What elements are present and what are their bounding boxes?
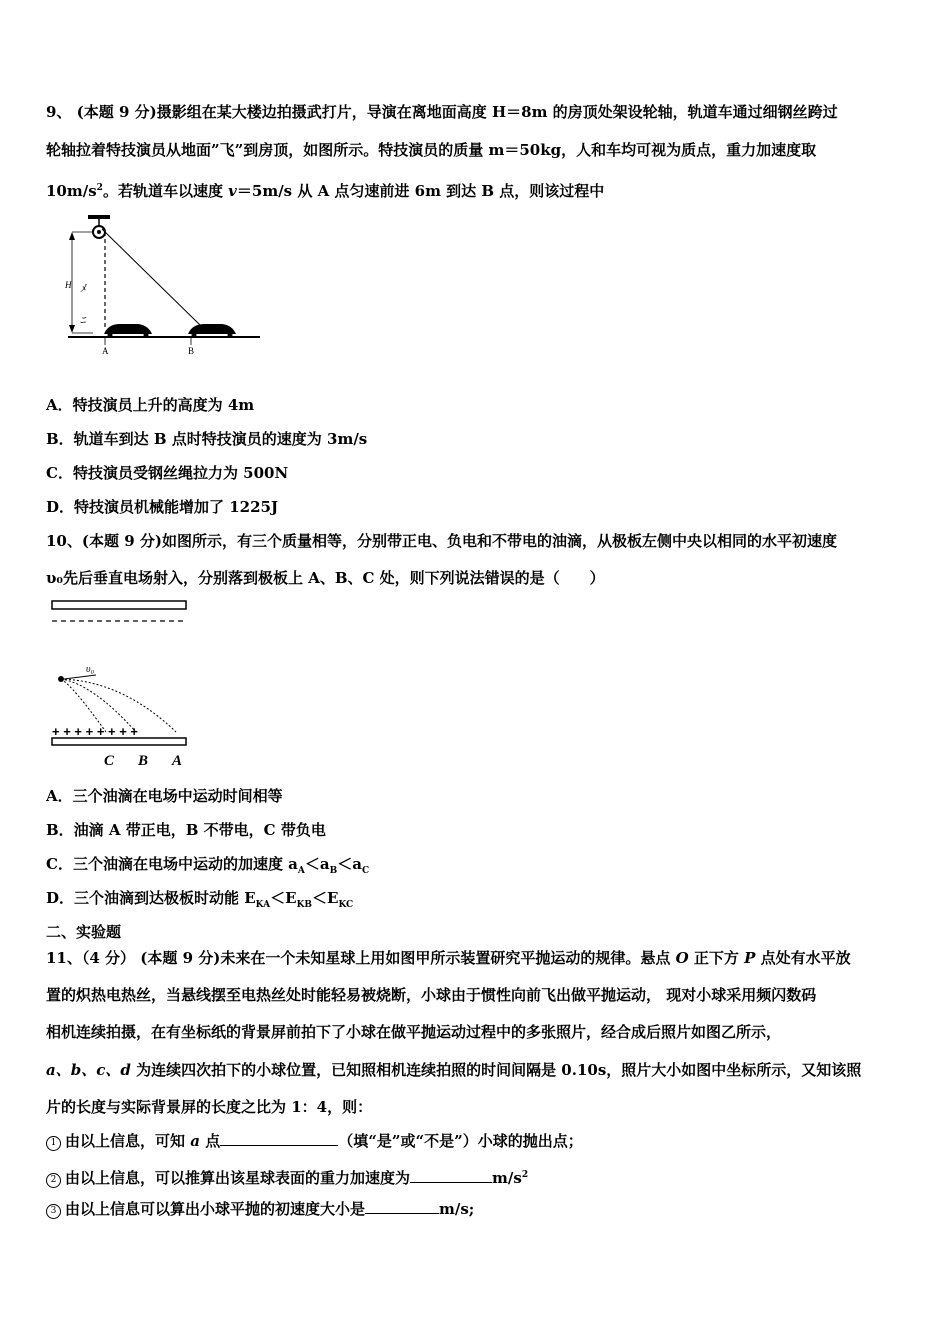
q10-option-c: C．三个油滴在电场中运动的加速度 $a_A<a_B<a_C$ (46, 855, 370, 876)
q10-line-1: 10、(本题 9 分)如图所示，有三个质量相等，分别带正电、负电和不带电的油滴，从极板左侧中央以相同的水平初速度 (46, 532, 837, 550)
label-a2: A (172, 753, 183, 769)
q10-line-2: υ₀先后垂直电场射入，分别落到极板上 A、B、C 处，则下列说法错误的是（ ） (46, 569, 605, 587)
svg-text:ﾒ: ﾒ (80, 283, 86, 295)
label-c: C (104, 753, 115, 769)
label-v0: υ₀ (86, 664, 95, 675)
q10-option-b: B．油滴 A 带正电，B 不带电，C 带负电 (46, 821, 326, 839)
label-b2: B (138, 753, 149, 769)
label-h: H (65, 280, 72, 290)
q11-line-1: 11、（4 分） (本题 9 分)未来在一个未知星球上用如图甲所示装置研究平抛运动的规律。悬点 O 正下方 P 点处有水平放 (46, 949, 851, 967)
q9-option-c: C．特技演员受钢丝绳拉力为 500N (46, 464, 289, 482)
q9-option-b: B．轨道车到达 B 点时特技演员的速度为 3m/s (46, 430, 368, 448)
q11-line-4: a、b、c、d 为连续四次拍下的小球位置，已知照相机连续拍照的时间间隔是 0.10s，照片大小如图中坐标所示，又知该照 (46, 1061, 862, 1079)
q11-line-5: 片的长度与实际背景屏的长度之比为 1：4，则： (46, 1098, 373, 1116)
q11-sub-3: 3 由以上信息可以算出小球平抛的初速度大小是 m/s; (46, 1199, 474, 1219)
q9-line-2: 轮轴拉着特技演员从地面”飞”到房顶，如图所示。特技演员的质量 m＝50kg，人和车均可视为质点，重力加速度取 (46, 141, 817, 159)
q11-sub-2: 2 由以上信息，可以推算出该星球表面的重力加速度为 $m/s^2$ (46, 1165, 528, 1188)
q9-option-d: D．特技演员机械能增加了 1225J (46, 498, 279, 516)
svg-text:+ + + + + + + +: + + + + + + + + (52, 724, 139, 739)
q10-option-d: D．三个油滴到达极板时动能 $E_{KA}<E_{KB}<E_{KC}$ (46, 889, 354, 910)
oil-drop-figure (48, 596, 193, 772)
q10-option-a: A．三个油滴在电场中运动时间相等 (46, 787, 283, 805)
answer-blank-3[interactable] (365, 1199, 439, 1214)
q11-sub-1: 1 由以上信息，可知 a 点 （填“是”或“不是”）小球的抛出点； (46, 1131, 583, 1151)
q9-line-1: 9、 (本题 9 分)摄影组在某大楼边拍摄武打片，导演在离地面高度 H＝8m 的房顶处架设轮轴，轨道车通过细钢丝跨过 (46, 103, 838, 121)
q9-line-3: $10m/s^2$。若轨道车以速度 v＝5m/s 从 A 点匀速前进 6m 到达 B 点，则该过程中 (46, 182, 605, 200)
pulley-figure (60, 212, 265, 362)
section-heading: 二、实验题 (46, 923, 122, 941)
label-b: B (188, 346, 195, 356)
q11-line-2: 置的炽热电热丝，当悬线摆至电热丝处时能轻易被烧断，小球由于惯性向前飞出做平抛运动， 现对小球采用频闪数码 (46, 986, 817, 1004)
answer-blank-2[interactable] (410, 1168, 492, 1183)
answer-blank-1[interactable] (220, 1131, 338, 1146)
svg-text:ﾆ: ﾆ (80, 315, 86, 327)
q9-option-a: A．特技演员上升的高度为 4m (46, 396, 255, 414)
q11-line-3: 相机连续拍摄，在有坐标纸的背景屏前拍下了小球在做平抛运动过程中的多张照片，经合成后照片如图乙所示， (46, 1023, 782, 1041)
label-a: A (102, 346, 109, 356)
